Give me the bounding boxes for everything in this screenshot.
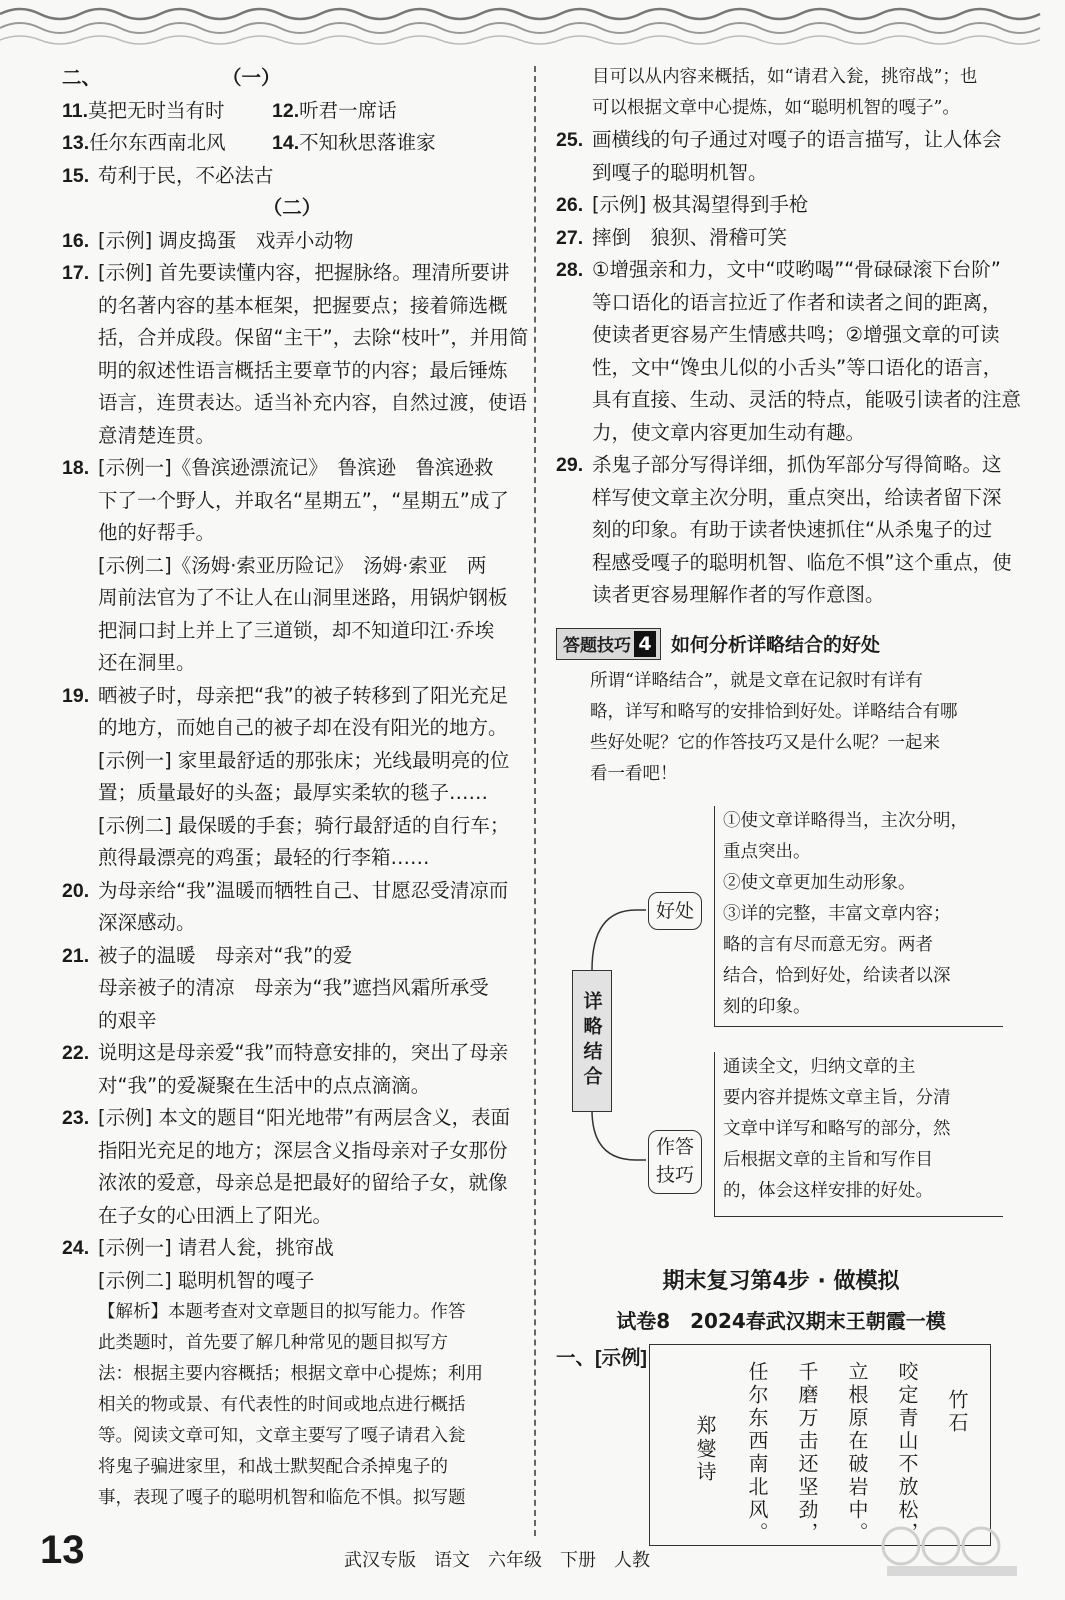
answer-item <box>62 1037 522 1070</box>
answer-continuation: 明的叙述性语言概括主要章节的内容；最后锤炼 <box>98 358 508 382</box>
answer-number: 11. <box>62 99 89 122</box>
answer-item <box>556 189 1006 222</box>
node-benefits: 好处 <box>648 892 702 930</box>
answer-continuation: 具有直接、生动、灵活的特点，能吸引读者的注意 <box>592 388 1022 411</box>
answer-continuation: 还在洞里。 <box>98 651 196 674</box>
answer-continuation: 等口语化的语言拉近了作者和读者之间的距离， <box>592 290 1002 314</box>
tips-intro-line: 略，详写和略写的安排恰到好处。详略结合有哪 <box>590 701 958 722</box>
footer-item: 语文 <box>434 1550 470 1571</box>
footer-item: 武汉专版 <box>344 1550 416 1571</box>
poem-line-3: 千磨万击还坚劲， <box>795 1360 819 1545</box>
analysis-line: 将鬼子骗进家里，和战士默契配合杀掉鬼子的 <box>98 1457 448 1477</box>
watermark <box>877 1520 1027 1580</box>
analysis-line: 目可以从内容来概括，如“请君入瓮，挑帘战”；也 <box>592 67 978 87</box>
answer-continuation: 在子女的心田洒上了阳光。 <box>98 1203 333 1227</box>
right-column <box>556 62 1022 1545</box>
answer-number: 23. <box>62 1107 90 1129</box>
answer-text: [示例一]《鲁滨逊漂流记》 鲁滨逊 鲁滨逊救 <box>98 456 494 479</box>
poem-author: 郑燮诗 <box>693 1414 717 1484</box>
tips-badge <box>556 628 661 660</box>
review-step-title: 期末复习第4步 · 做模拟 <box>662 1268 900 1294</box>
answer-text: 苟利于民，不必法古 <box>98 163 274 187</box>
analysis-line: 【解析】本题考查对文章题目的拟写能力。作答 <box>98 1302 466 1322</box>
part-heading <box>62 62 522 95</box>
answer-continuation: 括，合并成段。保留“主干”，去除“枝叶”，并用简 <box>98 326 529 349</box>
answer-continuation: 浓浓的爱意，母亲总是把最好的留给子女，就像 <box>98 1171 508 1194</box>
tips-intro-line: 所谓“详略结合”，就是文章在记叙时有详有 <box>590 670 923 691</box>
answer-text: 任尔东西南北风 <box>89 131 226 154</box>
answer-number: 28. <box>556 259 584 281</box>
node-answer-skills <box>648 1130 702 1194</box>
benefits-box <box>714 806 1003 1027</box>
answer-text: 莫把无时当有时 <box>88 98 225 122</box>
answer-continuation: 把洞口封上并上了三道锁，却不知道印江·乔埃 <box>98 618 495 642</box>
footer-item: 六年级 <box>488 1550 542 1571</box>
tips-title: 如何分析详略结合的好处 <box>671 634 881 656</box>
tips-intro-line: 看一看吧！ <box>590 763 678 784</box>
answer-continuation: 的名著内容的基本框架，把握要点；接着筛选概 <box>98 293 508 317</box>
answer-item <box>62 680 522 713</box>
skills-line: 通读全文，归纳文章的主 <box>723 1056 916 1077</box>
answer-continuation: 的地方，而她自己的被子却在没有阳光的地方。 <box>98 716 508 739</box>
answer-number: 22. <box>62 1042 90 1064</box>
answer-number: 17. <box>62 262 90 284</box>
answer-number: 29. <box>556 454 584 476</box>
answer-text: 杀鬼子部分写得详细，抓伪军部分写得简略。这 <box>592 453 1002 476</box>
answer-item <box>62 1232 522 1265</box>
analysis-line: 事，表现了嘎子的聪明机智和临危不惧。拟写题 <box>98 1488 466 1508</box>
top-decorative-wave <box>0 0 1065 50</box>
analysis-line: 法：根据主要内容概括；根据文章中心提炼；利用 <box>98 1364 483 1384</box>
answer-text: 说明这是母亲爱“我”而特意安排的，突出了母亲 <box>98 1041 509 1064</box>
page-number: 13 <box>40 1528 85 1572</box>
answer-text: 摔倒 狼狈、滑稽可笑 <box>592 225 788 249</box>
answer-text: 不知秋思落谁家 <box>299 131 436 154</box>
answer-continuation: [示例一] 家里最舒适的那张床；光线最明亮的位 <box>98 748 510 772</box>
answer-item <box>62 160 522 193</box>
tips-badge-number: 4 <box>634 631 656 657</box>
poem-area <box>556 1344 1006 1544</box>
answer-continuation: 意清楚连贯。 <box>98 423 216 447</box>
answer-text: ①增强亲和力，文中“哎哟喝”“骨碌碌滚下台阶” <box>592 258 1001 281</box>
answer-text: [示例] 首先要读懂内容，把握脉络。理清所要讲 <box>98 261 510 284</box>
footer-item: 下册 <box>560 1550 596 1571</box>
answer-item <box>62 225 522 258</box>
skills-box <box>714 1052 1003 1217</box>
answer-continuation: 力，使文章内容更加生动有趣。 <box>592 420 866 444</box>
footer-item: 人教 <box>614 1550 650 1571</box>
answer-continuation: 深深感动。 <box>98 911 196 934</box>
benefits-line: 重点突出。 <box>723 841 811 862</box>
analysis-line: 此类题时，首先要了解几种常见的题目拟写方 <box>98 1333 448 1353</box>
answer-pair <box>62 95 522 128</box>
answer-continuation: 刻的印象。有助于读者快速抓住“从杀鬼子的过 <box>592 518 993 541</box>
column-divider <box>534 66 536 1536</box>
analysis-line: 等。阅读文章可知，文章主要写了嘎子请君入瓮 <box>98 1426 466 1446</box>
answer-item <box>556 124 1006 157</box>
answer-item <box>556 449 1006 482</box>
skills-line: 后根据文章的主旨和写作目 <box>723 1149 933 1170</box>
node-answer-skills-line1: 作答 <box>655 1135 694 1158</box>
paper-title: 试卷8 2024春武汉期末王朝霞一模 <box>616 1308 946 1333</box>
tips-badge-label: 答题技巧 <box>563 636 631 656</box>
answer-number: 15. <box>62 164 90 187</box>
answer-number: 26. <box>556 194 584 216</box>
answer-number: 14. <box>272 132 300 154</box>
answer-item <box>62 940 522 973</box>
node-answer-skills-line2: 技巧 <box>655 1163 694 1186</box>
footer-info <box>344 1546 668 1572</box>
poem-line-4: 任尔东西南北风。 <box>745 1360 769 1545</box>
tips-intro <box>556 666 1006 790</box>
benefits-line: ②使文章更加生动形象。 <box>723 872 916 893</box>
answer-item <box>556 254 1006 287</box>
answer-number: 19. <box>62 684 90 707</box>
answer-text: [示例一] 请君人瓮，挑帘战 <box>98 1236 334 1259</box>
answer-item <box>556 222 1006 255</box>
q1-label: 一、[示例] <box>556 1346 647 1369</box>
answer-item <box>62 1102 522 1135</box>
answer-number: 13. <box>62 132 90 154</box>
answer-continuation: 下了一个野人，并取名“星期五”，“星期五”成了 <box>98 488 509 512</box>
answer-continuation: 他的好帮手。 <box>98 521 216 544</box>
answer-number: 18. <box>62 457 90 479</box>
answer-number: 16. <box>62 229 90 252</box>
answer-number: 27. <box>556 226 584 249</box>
answer-continuation: 母亲被子的清凉 母亲为“我”遮挡风霜所承受 <box>98 976 489 999</box>
benefits-line: ①使文章详略得当，主次分明， <box>723 810 968 831</box>
diagram-center-label: 详略结合 <box>572 970 612 1112</box>
section-label: （一） <box>222 66 281 89</box>
skills-line: 的，体会这样安排的好处。 <box>723 1180 933 1201</box>
answer-item <box>62 452 522 485</box>
answer-number: 25. <box>556 129 584 151</box>
answer-item <box>62 875 522 908</box>
answer-number: 21. <box>62 944 90 967</box>
answer-text: 被子的温暖 母亲对“我”的爱 <box>98 943 353 967</box>
analysis-line: 可以根据文章中心提炼，如“聪明机智的嘎子”。 <box>592 98 960 118</box>
answer-continuation: 煎得最漂亮的鸡蛋；最轻的行李箱…… <box>98 846 430 869</box>
answer-continuation: [示例二] 最保暖的手套；骑行最舒适的自行车； <box>98 813 510 837</box>
poem-line-1: 咬定青山不放松， <box>895 1360 919 1545</box>
answer-continuation: 读者更容易理解作者的写作意图。 <box>592 583 885 606</box>
answer-pair <box>62 127 522 160</box>
answer-text: 晒被子时，母亲把“我”的被子转移到了阳光充足 <box>98 683 509 707</box>
answer-number: 24. <box>62 1237 90 1259</box>
answer-text: [示例] 本文的题目“阳光地带”有两层含义，表面 <box>98 1106 511 1129</box>
right-answer-lines <box>556 62 1022 612</box>
skills-line: 要内容并提炼文章主旨，分清 <box>723 1087 951 1108</box>
poem-line-2: 立根原在破岩中。 <box>845 1360 869 1545</box>
answer-continuation: 的艰辛 <box>98 1008 157 1032</box>
tips-intro-line: 些好处呢？它的作答技巧又是什么呢？一起来 <box>590 732 940 753</box>
benefits-line: ③详的完整，丰富文章内容； <box>723 903 951 924</box>
benefits-line: 刻的印象。 <box>723 996 811 1017</box>
tips-diagram <box>556 800 1006 1240</box>
answer-number: 20. <box>62 879 90 902</box>
analysis-line: 相关的物或景、有代表性的时间或地点进行概括 <box>98 1395 466 1415</box>
answer-text: 听君一席话 <box>299 98 397 122</box>
tips-header <box>556 626 1006 662</box>
answer-text: 为母亲给“我”温暖而牺牲自己、甘愿忍受清凉而 <box>98 878 509 902</box>
answer-continuation: 使读者更容易产生情感共鸣；②增强文章的可读 <box>592 323 1000 346</box>
section-heading: （二） <box>262 196 322 219</box>
answer-continuation: [示例二] 聪明机智的嘎子 <box>98 1268 315 1292</box>
answer-continuation: 对“我”的爱凝聚在生活中的点点滴滴。 <box>98 1073 431 1097</box>
answer-continuation: 周前法官为了不让人在山洞里迷路，用锅炉钢板 <box>98 586 508 609</box>
benefits-line: 结合，恰到好处，给读者以深 <box>723 965 951 986</box>
benefits-line: 略的言有尽而意无穷。两者 <box>723 934 933 955</box>
answer-continuation: 样写使文章主次分明，重点突出，给读者留下深 <box>592 485 1002 509</box>
answer-number: 12. <box>272 99 300 122</box>
poem-box <box>649 1344 991 1546</box>
answer-item <box>62 257 522 290</box>
skills-line: 文章中详写和略写的部分，然 <box>723 1118 951 1139</box>
answer-continuation: 到嘎子的聪明机智。 <box>592 160 768 184</box>
left-column <box>62 62 529 1514</box>
answer-text: 画横线的句子通过对嘎子的语言描写，让人体会 <box>592 128 1002 151</box>
part-label: 二、 <box>62 67 102 89</box>
answer-continuation: 置；质量最好的头盔；最厚实柔软的毯子…… <box>98 781 489 804</box>
answer-continuation: [示例二]《汤姆·索亚历险记》 汤姆·索亚 两 <box>98 553 487 577</box>
answer-text: [示例] 极其渴望得到手枪 <box>592 193 809 216</box>
answer-continuation: 语言，连贯表达。适当补充内容，自然过渡，使语 <box>98 391 528 414</box>
answer-text: [示例] 调皮捣蛋 戏弄小动物 <box>98 228 354 252</box>
poem-title: 竹石 <box>945 1388 969 1435</box>
answer-continuation: 性，文中“馋虫儿似的小舌头”等口语化的语言， <box>592 355 1003 379</box>
answer-continuation: 程感受嘎子的聪明机智、临危不惧”这个重点，使 <box>592 550 1012 574</box>
answer-continuation: 指阳光充足的地方；深层含义指母亲对子女那份 <box>98 1138 508 1162</box>
